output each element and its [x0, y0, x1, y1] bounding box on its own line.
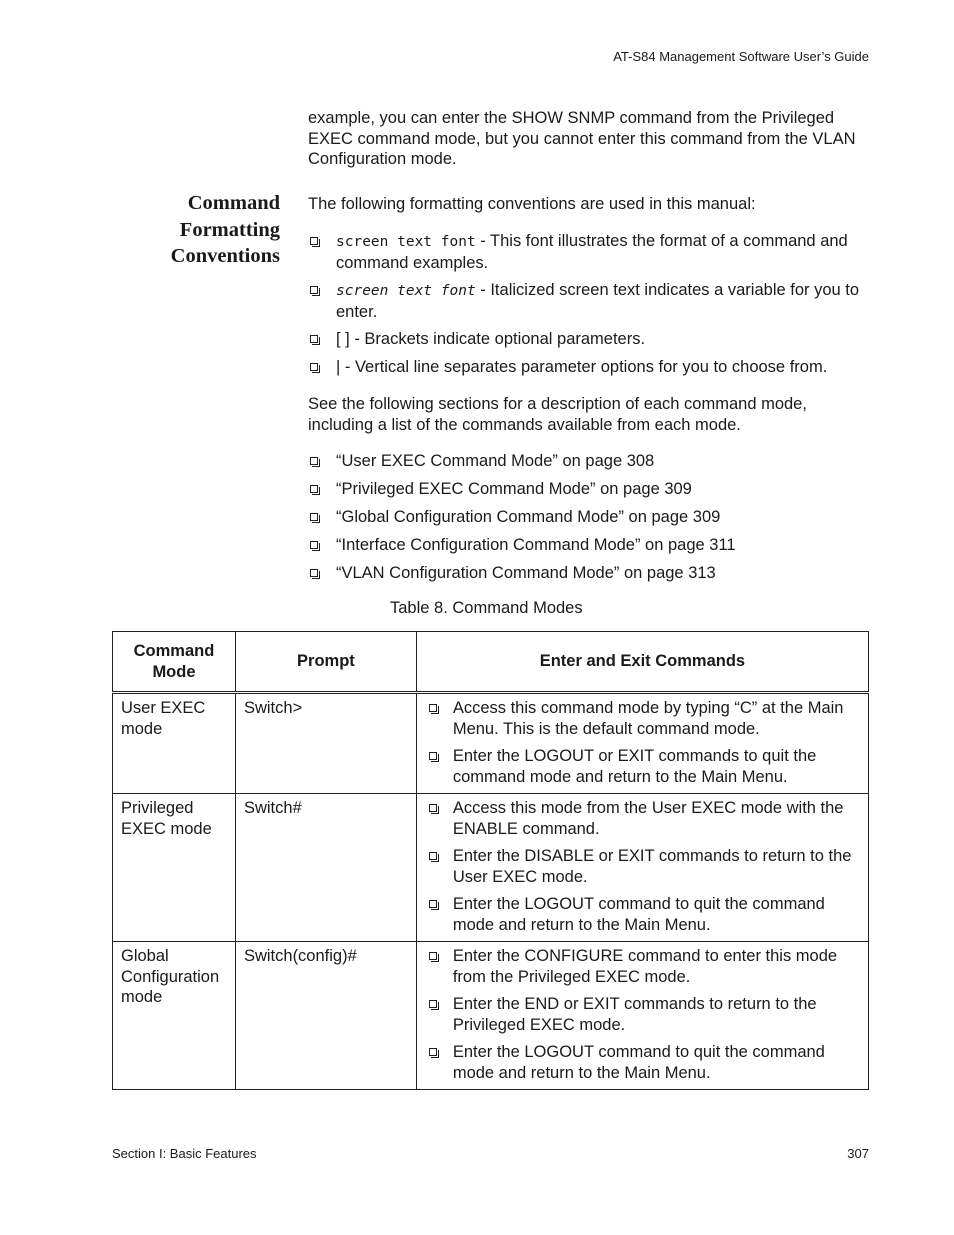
list-item [308, 280, 868, 322]
checkbox-bullet-icon [429, 1000, 437, 1008]
header-prompt: Prompt [235, 632, 416, 693]
prompt-cell: Switch> [235, 693, 416, 794]
list-item [427, 846, 858, 887]
mode-cell: User EXEC mode [113, 693, 236, 794]
list-item [308, 357, 868, 378]
heading-line: Conventions [170, 245, 280, 267]
table-row [113, 794, 869, 942]
item-text: | - Vertical line separates parameter options for you to choose from. [336, 357, 828, 376]
header-enter-exit: Enter and Exit Commands [416, 632, 868, 693]
checkbox-bullet-icon [429, 852, 437, 860]
link-text[interactable]: “Global Configuration Command Mode” on page 309 [336, 508, 721, 526]
checkbox-bullet-icon [310, 457, 318, 465]
list-item [427, 746, 858, 787]
code-sample-italic: screen text font [336, 283, 476, 299]
list-item [427, 946, 858, 987]
section-link[interactable] [308, 451, 868, 472]
item-text: Enter the END or EXIT commands to return to the Privileged EXEC mode. [452, 995, 817, 1034]
checkbox-bullet-icon [310, 363, 318, 371]
commands-cell [416, 693, 868, 794]
link-text[interactable]: “VLAN Configuration Command Mode” on page 313 [336, 564, 716, 582]
list-item [427, 1042, 858, 1083]
list-item [308, 231, 868, 273]
mode-cell: Global Configuration mode [113, 942, 236, 1090]
checkbox-bullet-icon [429, 900, 437, 908]
checkbox-bullet-icon [429, 804, 437, 812]
code-sample: screen text font [336, 234, 476, 250]
link-text[interactable]: “Interface Configuration Command Mode” on page 311 [336, 536, 736, 554]
checkbox-bullet-icon [429, 952, 437, 960]
conventions-list [308, 231, 868, 384]
checkbox-bullet-icon [310, 513, 318, 521]
section-link[interactable] [308, 479, 868, 500]
checkbox-bullet-icon [429, 704, 437, 712]
item-text: - This font illustrates the format of a command and command examples. [336, 232, 848, 272]
checkbox-bullet-icon [310, 485, 318, 493]
checkbox-bullet-icon [310, 335, 318, 343]
section-link[interactable] [308, 535, 868, 556]
item-text: Access this mode from the User EXEC mode with the ENABLE command. [452, 799, 844, 838]
command-modes-table [112, 631, 869, 1090]
section-heading [120, 190, 280, 270]
item-text: Enter the DISABLE or EXIT commands to return to the User EXEC mode. [452, 847, 852, 886]
table-row [113, 693, 869, 794]
item-text: Enter the LOGOUT command to quit the command mode and return to the Main Menu. [452, 895, 825, 934]
page-number: 307 [847, 1146, 869, 1161]
list-item [427, 798, 858, 839]
checkbox-bullet-icon [310, 237, 318, 245]
section-link[interactable] [308, 507, 868, 528]
commands-cell [416, 942, 868, 1090]
heading-line: Formatting [179, 218, 280, 241]
item-text: Access this command mode by typing “C” at the Main Menu. This is the default command mode. [452, 699, 844, 738]
list-item [308, 329, 868, 350]
prompt-cell: Switch(config)# [235, 942, 416, 1090]
link-text[interactable]: “User EXEC Command Mode” on page 308 [336, 452, 655, 470]
item-text: [ ] - Brackets indicate optional parameters. [336, 330, 646, 348]
header-command-mode: Command Mode [113, 632, 236, 693]
section-links-list [308, 451, 868, 591]
table-caption: Table 8. Command Modes [390, 599, 583, 617]
list-item [427, 698, 858, 739]
checkbox-bullet-icon [310, 541, 318, 549]
checkbox-bullet-icon [429, 752, 437, 760]
link-text[interactable]: “Privileged EXEC Command Mode” on page 309 [336, 480, 692, 498]
item-text: - Italicized screen text indicates a variable for you to enter. [336, 281, 860, 321]
checkbox-bullet-icon [310, 286, 318, 294]
footer-section: Section I: Basic Features [112, 1146, 257, 1161]
heading-line: Command [187, 192, 280, 214]
list-item [427, 894, 858, 935]
checkbox-bullet-icon [310, 569, 318, 577]
intro-paragraph: example, you can enter the SHOW SNMP command from the Privileged EXEC command mode, but you cannot enter this command from the VLAN Configuration mode. [308, 109, 856, 168]
item-text: Enter the LOGOUT command to quit the command mode and return to the Main Menu. [452, 1043, 825, 1082]
sections-lead: See the following sections for a description of each command mode, including a list of the commands available from each mode. [308, 395, 807, 434]
table-header-row [113, 632, 869, 693]
item-text: Enter the CONFIGURE command to enter this mode from the Privileged EXEC mode. [452, 947, 838, 986]
running-header: AT-S84 Management Software User’s Guide [613, 49, 869, 64]
conventions-lead: The following formatting conventions are used in this manual: [308, 195, 756, 213]
section-link[interactable] [308, 563, 868, 584]
item-text: Enter the LOGOUT or EXIT commands to quit the command mode and return to the Main Menu. [452, 747, 817, 786]
table-row [113, 942, 869, 1090]
checkbox-bullet-icon [429, 1048, 437, 1056]
mode-cell: Privileged EXEC mode [113, 794, 236, 942]
prompt-cell: Switch# [235, 794, 416, 942]
commands-cell [416, 794, 868, 942]
list-item [427, 994, 858, 1035]
